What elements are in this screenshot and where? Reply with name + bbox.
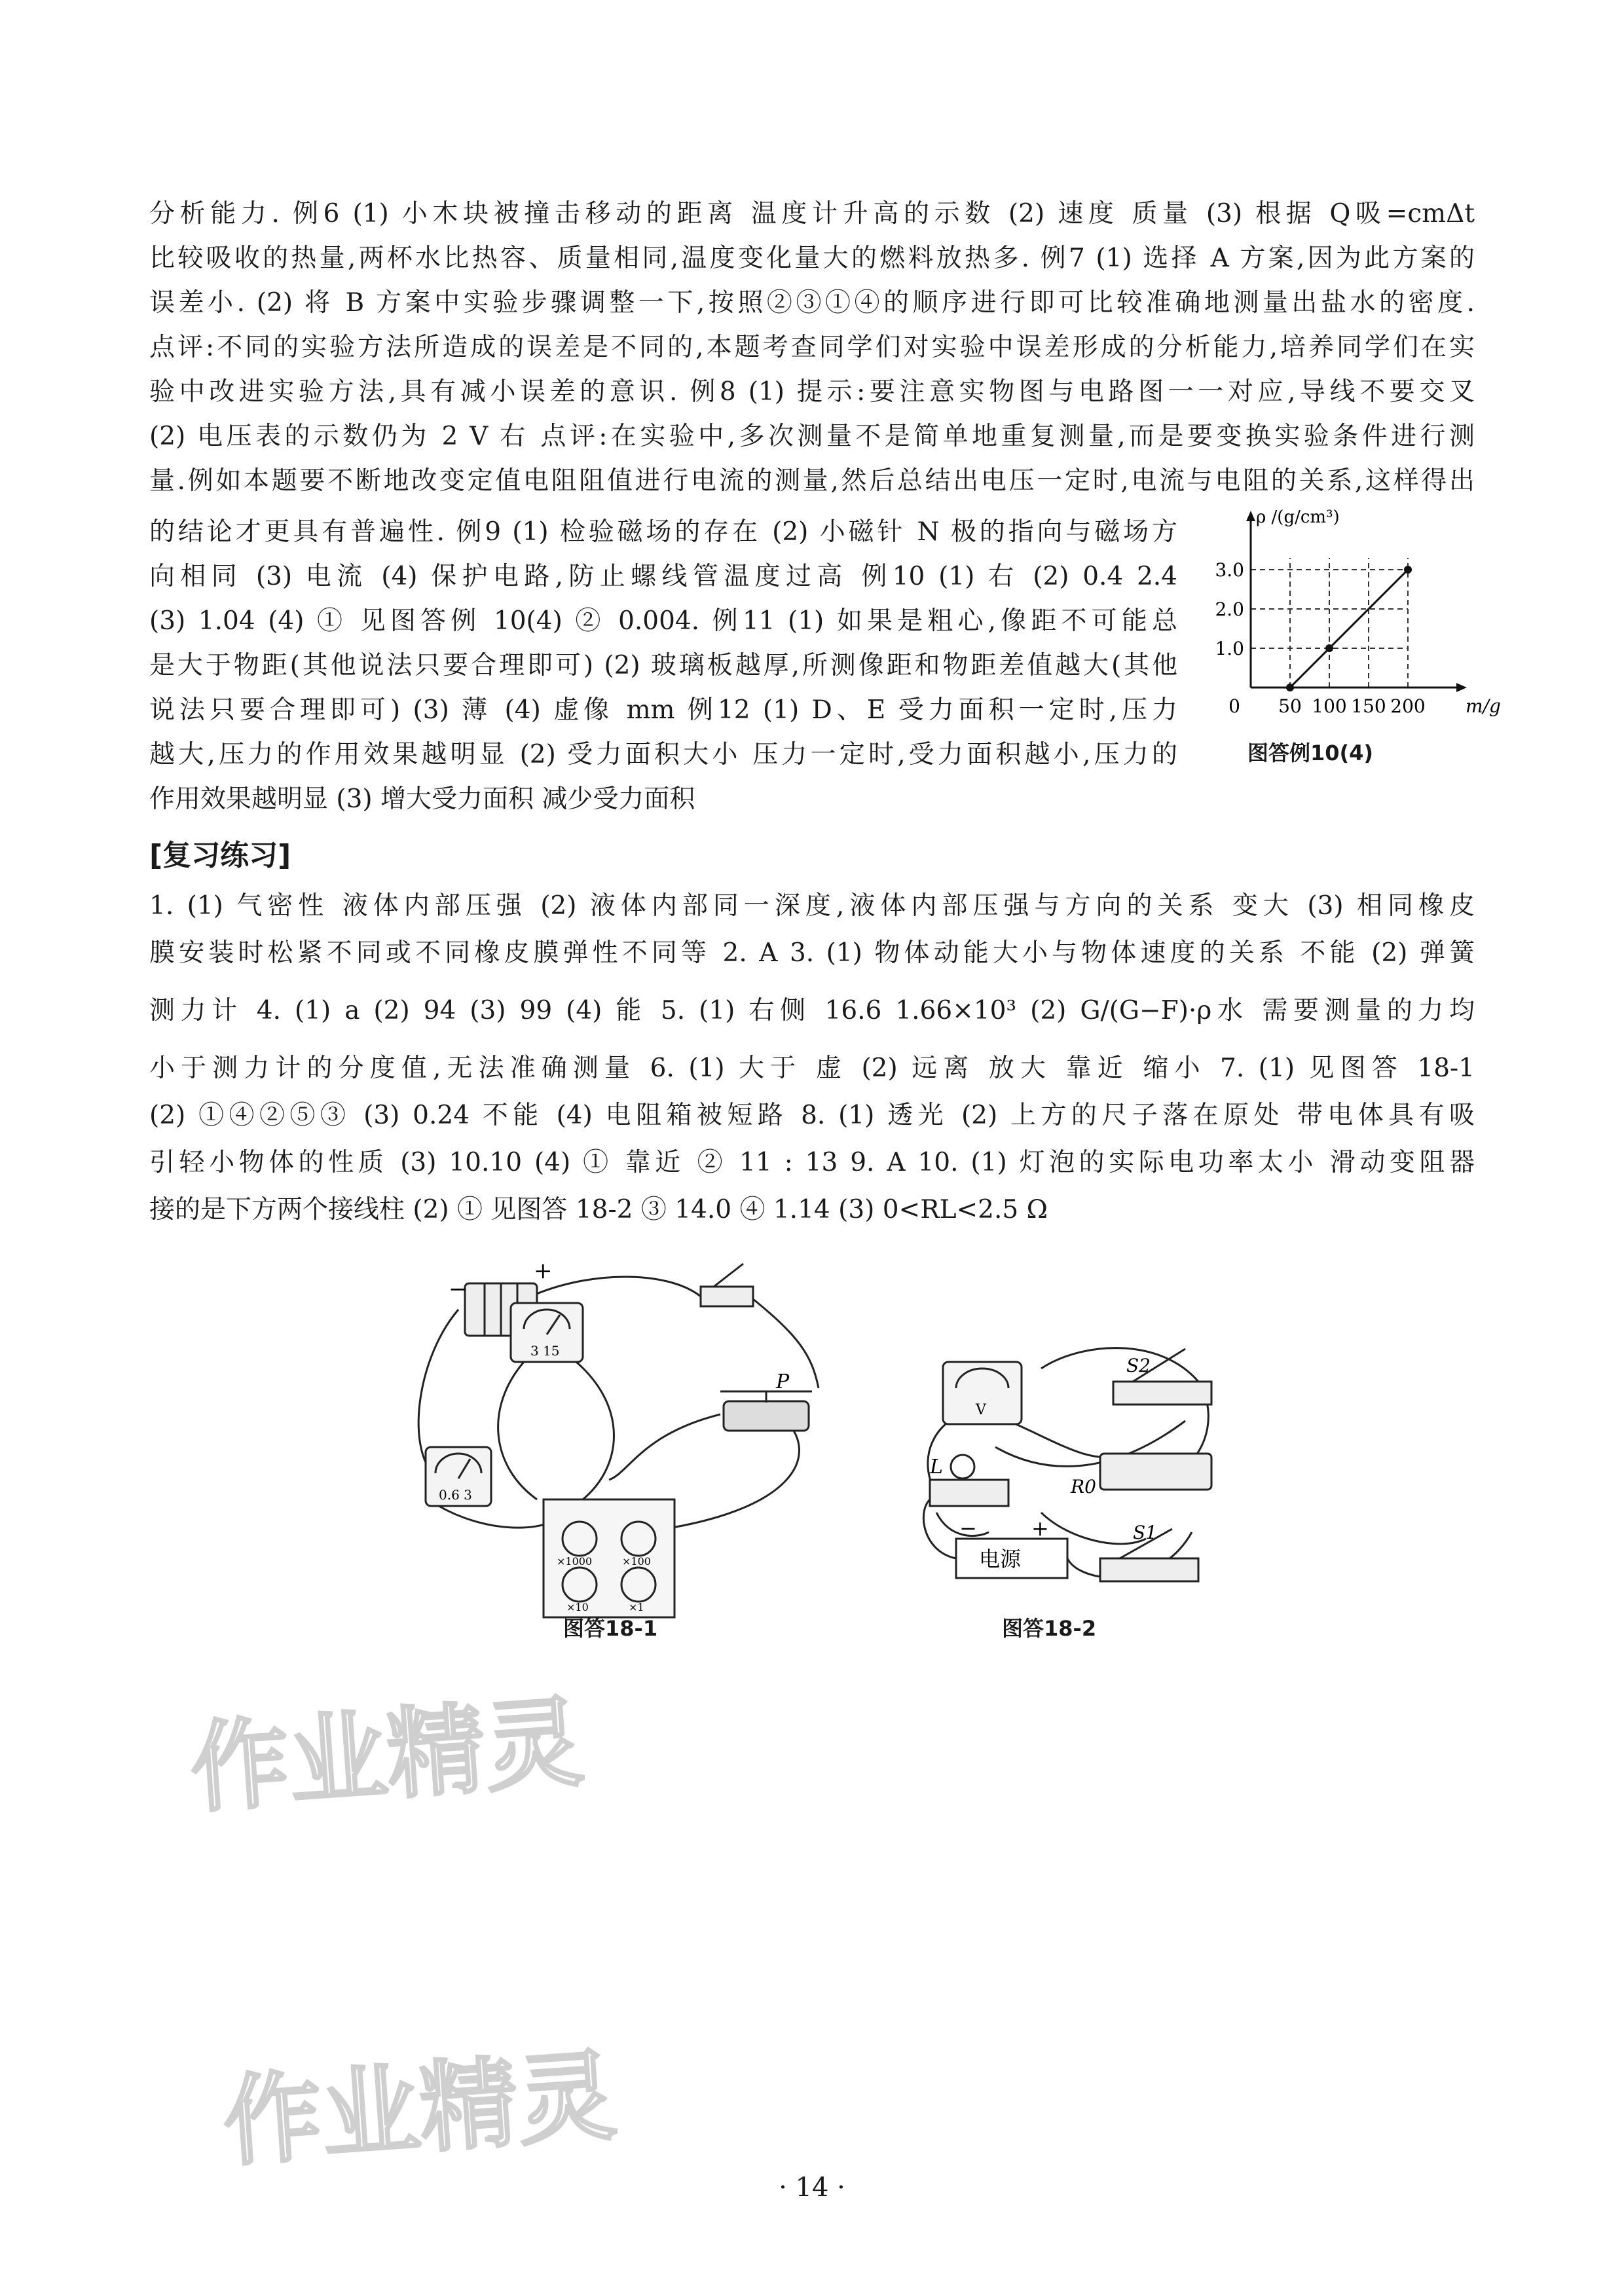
y-tick-label: 1.0 bbox=[1215, 638, 1244, 659]
x-axis-label: m/g bbox=[1466, 695, 1501, 717]
meter-label: V bbox=[976, 1402, 986, 1418]
figure-18-2-caption: 图答18-2 bbox=[1002, 1616, 1097, 1641]
data-point bbox=[1286, 684, 1294, 691]
answer-line: (2) 电压表的示数仍为 2 V 右 点评:在实验中,多次测量不是简单地重复测量,而是要变换实验条件进行测 bbox=[149, 422, 1475, 451]
voltmeter-range: 3 15 bbox=[530, 1343, 560, 1359]
battery-plus: + bbox=[534, 1258, 553, 1284]
answer-line: 作用效果越明显 (3) 增大受力面积 减少受力面积 bbox=[149, 784, 695, 814]
x-tick-label: 0 bbox=[1228, 695, 1240, 717]
x-axis-arrow bbox=[1456, 683, 1467, 692]
circuit-figure-18-2 bbox=[910, 1342, 1218, 1617]
answer-line: 分析能力. 例6 (1) 小木块被撞击移动的距离 温度计升高的示数 (2) 速度 质量 (3) 根据 Q吸=cmΔt bbox=[149, 199, 1475, 229]
slider-label: P bbox=[776, 1370, 790, 1393]
figure-18-1-caption: 图答18-1 bbox=[563, 1616, 658, 1641]
y-axis-label: ρ /(g/cm³) bbox=[1256, 507, 1340, 527]
box-label-100: ×100 bbox=[622, 1555, 651, 1568]
answer-line: 是大于物距(其他说法只要合理即可) (2) 玻璃板越厚,所测像距和物距差值越大(其他 bbox=[149, 651, 1177, 680]
answer-line: 的结论才更具有普遍性. 例9 (1) 检验磁场的存在 (2) 小磁针 N 极的指向与磁场方 bbox=[149, 517, 1177, 547]
page-number: · 14 · bbox=[779, 2173, 845, 2203]
answer-line: 点评:不同的实验方法所造成的误差是不同的,本题考查同学们对实验中误差形成的分析能力,培养同学们在实 bbox=[149, 333, 1475, 362]
chart-series bbox=[1286, 566, 1412, 691]
review-line: 1. (1) 气密性 液体内部压强 (2) 液体内部同一深度,液体内部压强与方向的关系 变大 (3) 相同橡皮 bbox=[149, 891, 1475, 921]
x-tick-label: 200 bbox=[1390, 695, 1426, 717]
chart-grid bbox=[1251, 558, 1408, 688]
answer-line: 比较吸收的热量,两杯水比热容、质量相同,温度变化量大的燃料放热多. 例7 (1) 选择 A 方案,因为此方案的 bbox=[149, 244, 1475, 273]
answer-line: 向相同 (3) 电流 (4) 保护电路,防止螺线管温度过高 例10 (1) 右 (2) 0.4 2.4 bbox=[149, 562, 1177, 591]
switch1-label: S1 bbox=[1133, 1522, 1157, 1543]
review-line: (2) ①④②⑤③ (3) 0.24 不能 (4) 电阻箱被短路 8. (1) 透光 (2) 上方的尺子落在原处 带电体具有吸 bbox=[149, 1101, 1475, 1130]
box-label-1: ×1 bbox=[629, 1601, 644, 1613]
circuit-figure-18-1 bbox=[393, 1257, 851, 1624]
y-tick-label: 3.0 bbox=[1215, 559, 1244, 581]
watermark: 作业精灵 bbox=[187, 1685, 587, 1827]
chart-axes bbox=[1246, 511, 1467, 692]
answer-line: 量.例如本题要不断地改变定值电阻阻值进行电流的测量,然后总结出电压一定时,电流与电阻的关系,这样得出 bbox=[149, 466, 1475, 496]
resistor-label: R0 bbox=[1071, 1476, 1096, 1497]
answer-line: 越大,压力的作用效果越明显 (2) 受力面积大小 压力一定时,受力面积越小,压力的 bbox=[149, 740, 1177, 769]
box-label-1000: ×1000 bbox=[557, 1555, 593, 1568]
review-line: 接的是下方两个接线柱 (2) ① 见图答 18-2 ③ 14.0 ④ 1.14 (3) 0<RL<2.5 Ω bbox=[149, 1195, 1048, 1224]
x-tick-label: 50 bbox=[1278, 695, 1302, 717]
answer-line: 说法只要合理即可) (3) 薄 (4) 虚像 mm 例12 (1) D、E 受力面积一定时,压力 bbox=[149, 695, 1177, 725]
chart-caption: 图答例10(4) bbox=[1247, 741, 1374, 765]
lamp-label: L bbox=[930, 1456, 943, 1478]
power-plus: + bbox=[1031, 1516, 1049, 1541]
x-tick-label: 100 bbox=[1312, 695, 1347, 717]
power-minus: − bbox=[959, 1516, 977, 1541]
review-line: 引轻小物体的性质 (3) 10.10 (4) ① 靠近 ② 11 : 13 9. A 10. (1) 灯泡的实际电功率太小 滑动变阻器 bbox=[149, 1148, 1475, 1177]
power-label: 电源 bbox=[979, 1547, 1022, 1571]
answer-line: 误差小. (2) 将 B 方案中实验步骤调整一下,按照②③①④的顺序进行即可比较准确地测量出盐水的密度. bbox=[149, 288, 1475, 318]
data-point bbox=[1404, 566, 1412, 574]
answer-line: 验中改进实验方法,具有减小误差的意识. 例8 (1) 提示:要注意实物图与电路图一一对应,导线不要交叉 bbox=[149, 377, 1475, 407]
watermark: 作业精灵 bbox=[219, 2039, 620, 2180]
review-heading: [复习练习] bbox=[149, 839, 291, 872]
density-chart bbox=[1211, 507, 1501, 753]
x-tick-label: 150 bbox=[1351, 695, 1386, 717]
data-point bbox=[1325, 644, 1333, 652]
y-axis-arrow bbox=[1246, 511, 1255, 521]
answer-line: (3) 1.04 (4) ① 见图答例 10(4) ② 0.004. 例11 (1) 如果是粗心,像距不可能总 bbox=[149, 606, 1177, 636]
series-line bbox=[1290, 570, 1408, 688]
y-tick-label: 2.0 bbox=[1215, 598, 1244, 620]
review-line: 小于测力计的分度值,无法准确测量 6. (1) 大于 虚 (2) 远离 放大 靠近 缩小 7. (1) 见图答 18-1 bbox=[149, 1054, 1475, 1083]
ammeter-range: 0.6 3 bbox=[439, 1487, 472, 1503]
battery-minus: − bbox=[449, 1276, 468, 1302]
review-line: 膜安装时松紧不同或不同橡皮膜弹性不同等 2. A 3. (1) 物体动能大小与物体速度的关系 不能 (2) 弹簧 bbox=[149, 938, 1475, 968]
box-label-10: ×10 bbox=[566, 1601, 589, 1613]
review-line: 测力计 4. (1) a (2) 94 (3) 99 (4) 能 5. (1) 右侧 16.6 1.66×10³ (2) G/(G−F)·ρ水 需要测量的力均 bbox=[149, 996, 1475, 1025]
switch2-label: S2 bbox=[1126, 1355, 1151, 1376]
